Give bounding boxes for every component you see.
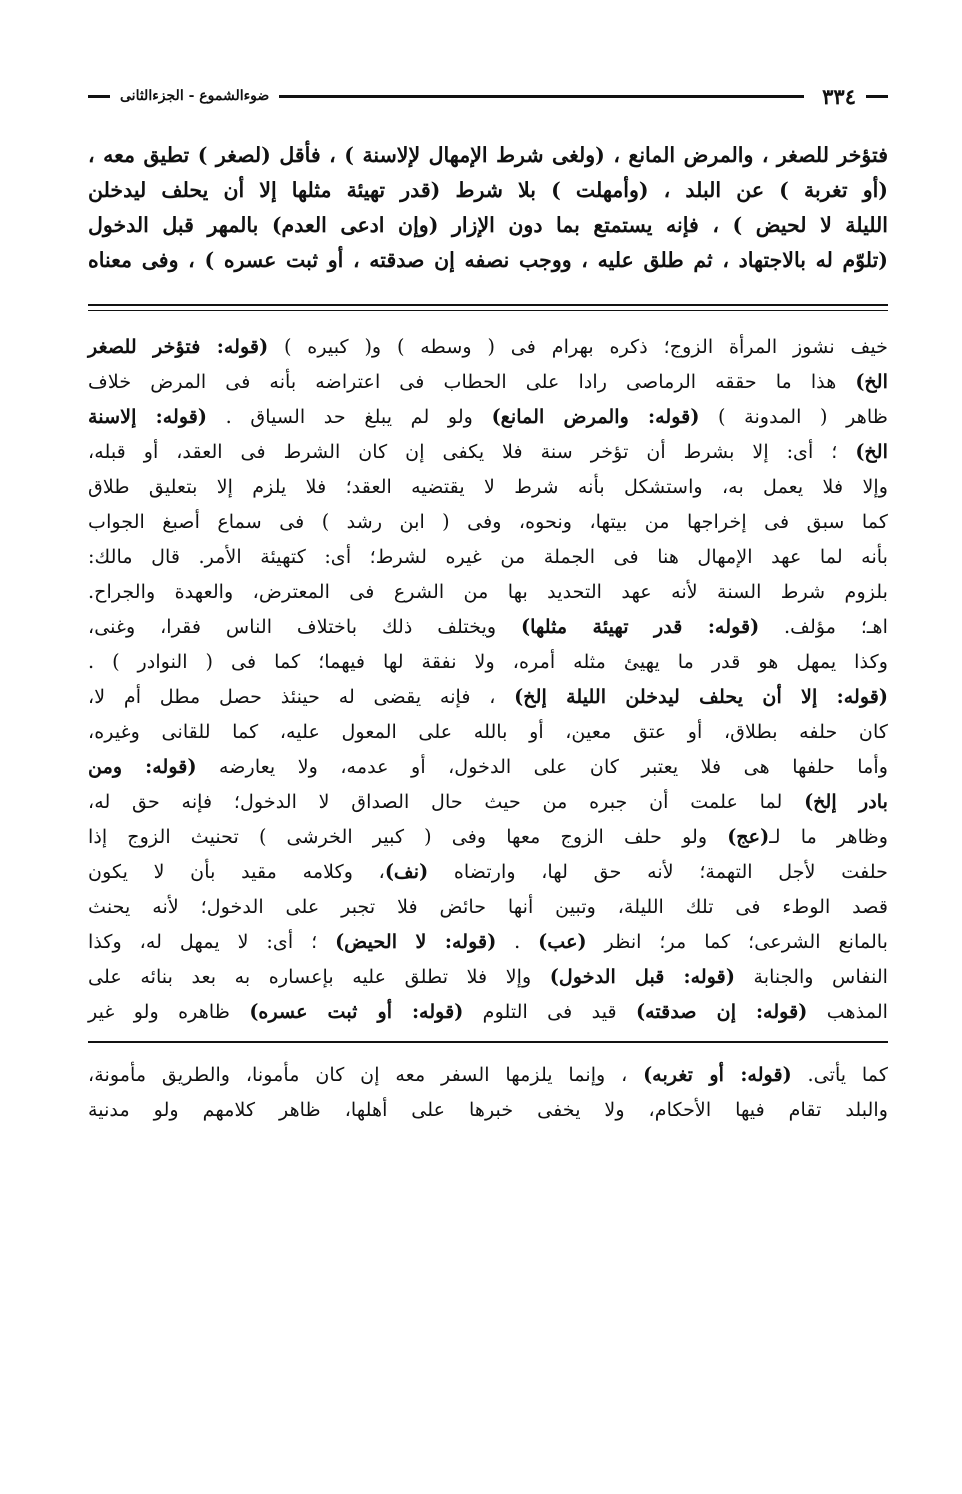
- text-run: .: [496, 930, 539, 953]
- quoted-lemma: (قوله: أو تغربه): [643, 1063, 792, 1086]
- text-run: وكذا يمهل هو قدر ما يهيئ مثله أمره، ولا نفقة لها فيهما؛ كما فى ( النوادر ) .: [88, 650, 888, 673]
- quoted-lemma: (قوله: والمرض المانع): [491, 405, 700, 428]
- text-run: كما سبق فى إخراجها من بيتها، ونحوه، وفى ( ابن رشد ) فى سماع أصبغ الجواب: [88, 510, 888, 533]
- quoted-lemma: الخ): [855, 440, 888, 463]
- quoted-lemma: (قوله: إن صدقته): [636, 1000, 808, 1023]
- text-run: كان حلفه بطلاق، أو عتق معين، أو بالله على المعول عليه، كما للقانى وغيره،: [88, 720, 888, 743]
- text-run: هذا ما حققه الرماصى رادا على الحطاب فى اعتراضه بأنه فى المرض خلاف: [88, 370, 856, 393]
- matn-line: الليلة لا لحيض ) ، فإنه يستمتع بما دون الإزار (وإن ادعى العدم) بالمهر قبل الدخول: [88, 213, 888, 237]
- commentary-line: [88, 644, 888, 679]
- quoted-lemma: (قوله: لا الحيض): [335, 930, 497, 953]
- quoted-lemma: (قوله: قدر تهيئة مثلها): [520, 615, 760, 638]
- footnote-separator-rule: [88, 1041, 888, 1043]
- quoted-lemma: (عب): [538, 930, 587, 953]
- matn-line: فتؤخر للصغر ، والمرض المانع ، (ولغى شرط الإمهال لإلاسنة ) ، فأقل (لصغر ) تطيق معه ،: [88, 143, 888, 167]
- text-run: وإلا فلا يعمل به، واستشكل بأنه شرط لا يقتضيه العقد؛ فلا يلزم إلا بتعليق طلاق: [88, 475, 888, 498]
- text-run: لما علمت أن جبره من حيث حال الصداق لا الدخول؛ فإنه حق له،: [88, 790, 805, 813]
- text-run: ؛ أى: إلا بشرط أن تؤخر سنة فلا يكفى إن كان الشرط فى العقد، أو قبله،: [88, 440, 856, 463]
- text-run: ؛ أى: لا يمهل له، وكذا: [88, 930, 336, 953]
- footnotes-block: [88, 1057, 888, 1127]
- text-run: ، وكلامه مقيد بأن لا يكون: [88, 860, 385, 883]
- text-run: ظاهره ولو غير: [88, 1000, 250, 1023]
- footnote-line: [88, 1092, 888, 1127]
- commentary-line: [88, 994, 888, 1029]
- text-run: النفاس والجنابة: [734, 965, 889, 988]
- page-body: [88, 80, 888, 1127]
- commentary-line: [88, 609, 888, 644]
- commentary-line: [88, 469, 888, 504]
- commentary-line: [88, 399, 888, 434]
- text-run: ويختلف ذلك باختلاف الناس فقرا، وغنى،: [88, 615, 521, 638]
- header-dash-right: [866, 95, 888, 98]
- text-run: بلزوم شرط السنة لأنه عهد التحديد بها من الشرع فى المعترض، والعهدة والجراح.: [88, 580, 888, 603]
- commentary-line: [88, 329, 888, 364]
- text-run: ، وإنما يلزمها السفر معه إن كان مأمونا، والطريق مأمونة،: [88, 1063, 644, 1086]
- quoted-lemma: (نف): [384, 860, 429, 883]
- commentary-line: [88, 539, 888, 574]
- footnote-line: [88, 1057, 888, 1092]
- quoted-lemma: (قوله: قبل الدخول): [549, 965, 735, 988]
- text-run: قصد الوطء فى تلك الليلة، وتبين أنها حائض فلا تجبر على الدخول؛ لأنه يحنث: [88, 895, 888, 918]
- text-run: والبلد تقام فيها الأحكام، ولا يخفى خبرها على أهلها، ظاهر كلامهم ولو مدنية: [88, 1098, 888, 1121]
- commentary-line: [88, 749, 888, 784]
- text-run: المذهب: [807, 1000, 888, 1023]
- main-text-block: [88, 138, 888, 278]
- commentary-line: [88, 364, 888, 399]
- text-run: وإلا فلا تطلق عليه بإعساره به بعد بنائه على: [88, 965, 550, 988]
- commentary-line: [88, 959, 888, 994]
- matn-line: (أو تغربة ) عن البلد ، (وأمهلت ) بلا شرط (قدر تهيئة مثلها إلا أن يحلف ليدخلن: [88, 178, 888, 202]
- matn-line: (تلوّم له بالاجتهاد ، ثم طلق عليه ، ووجب نصفه إن صدقته ، أو ثبت عسره ) ، وفى معناه: [88, 248, 888, 272]
- text-run: ظاهر ( المدونة ): [699, 405, 888, 428]
- commentary-line: [88, 819, 888, 854]
- running-title: ضوءالشموع - الجزءالثانى: [120, 88, 270, 104]
- commentary-line: [88, 679, 888, 714]
- page-number: ٣٣٤: [822, 83, 856, 109]
- text-run: قيد فى التلوم: [463, 1000, 637, 1023]
- commentary-line: [88, 504, 888, 539]
- text-run: وظاهر ما لـ: [769, 825, 888, 848]
- commentary-line: [88, 889, 888, 924]
- commentary-line: [88, 854, 888, 889]
- header-rule: [279, 95, 804, 98]
- text-run: خيف نشوز المرأة الزوج؛ ذكره بهرام فى ( وسطه ) و( كبيره ): [268, 335, 888, 358]
- quoted-lemma: (قوله: أو ثبت عسره): [249, 1000, 464, 1023]
- quoted-lemma: (قوله: ومن: [88, 755, 197, 778]
- header-dash-left: [88, 95, 110, 98]
- quoted-lemma: الخ): [855, 370, 888, 393]
- text-run: كما يأتى.: [791, 1063, 888, 1086]
- quoted-lemma: (عج): [727, 825, 770, 848]
- quoted-lemma: (قوله: فتؤخر للصغر: [88, 335, 269, 358]
- text-run: بالمانع الشرعى؛ كما مر؛ انظر: [586, 930, 888, 953]
- text-run: ولو لم يبلغ حد السياق .: [207, 405, 492, 428]
- commentary-line: [88, 714, 888, 749]
- commentary-line: [88, 924, 888, 959]
- text-run: وأما حلفها هى فلا يعتبر كان على الدخول، أو عدمه، ولا يعارضه: [196, 755, 888, 778]
- commentary-block: [88, 329, 888, 1029]
- quoted-lemma: بادر إلخ): [804, 790, 888, 813]
- text-run: ، فإنه يقضى له حينئذ حصل مطل أم لا،: [88, 685, 515, 708]
- commentary-line: [88, 434, 888, 469]
- text-run: بأنه لما عهد الإمهال هنا فى الجملة من غيره لشرط؛ أى: كتهيئة الأمر. قال مالك:: [88, 545, 888, 568]
- text-run: اهـ؛ مؤلف.: [759, 615, 888, 638]
- text-run: حلفت لأجل التهمة؛ لأنه حق لها، وارتضاه: [428, 860, 889, 883]
- commentary-line: [88, 574, 888, 609]
- double-separator-rule: [88, 304, 888, 311]
- running-header: [88, 80, 888, 112]
- quoted-lemma: (قوله: إلاسنة: [88, 405, 208, 428]
- quoted-lemma: (قوله: إلا أن يحلف ليدخلن الليلة إلخ): [514, 685, 888, 708]
- commentary-line: [88, 784, 888, 819]
- text-run: ولو حلف الزوج معها وفى ( كبير الخرشى ) تحنيث الزوج إذا: [88, 825, 728, 848]
